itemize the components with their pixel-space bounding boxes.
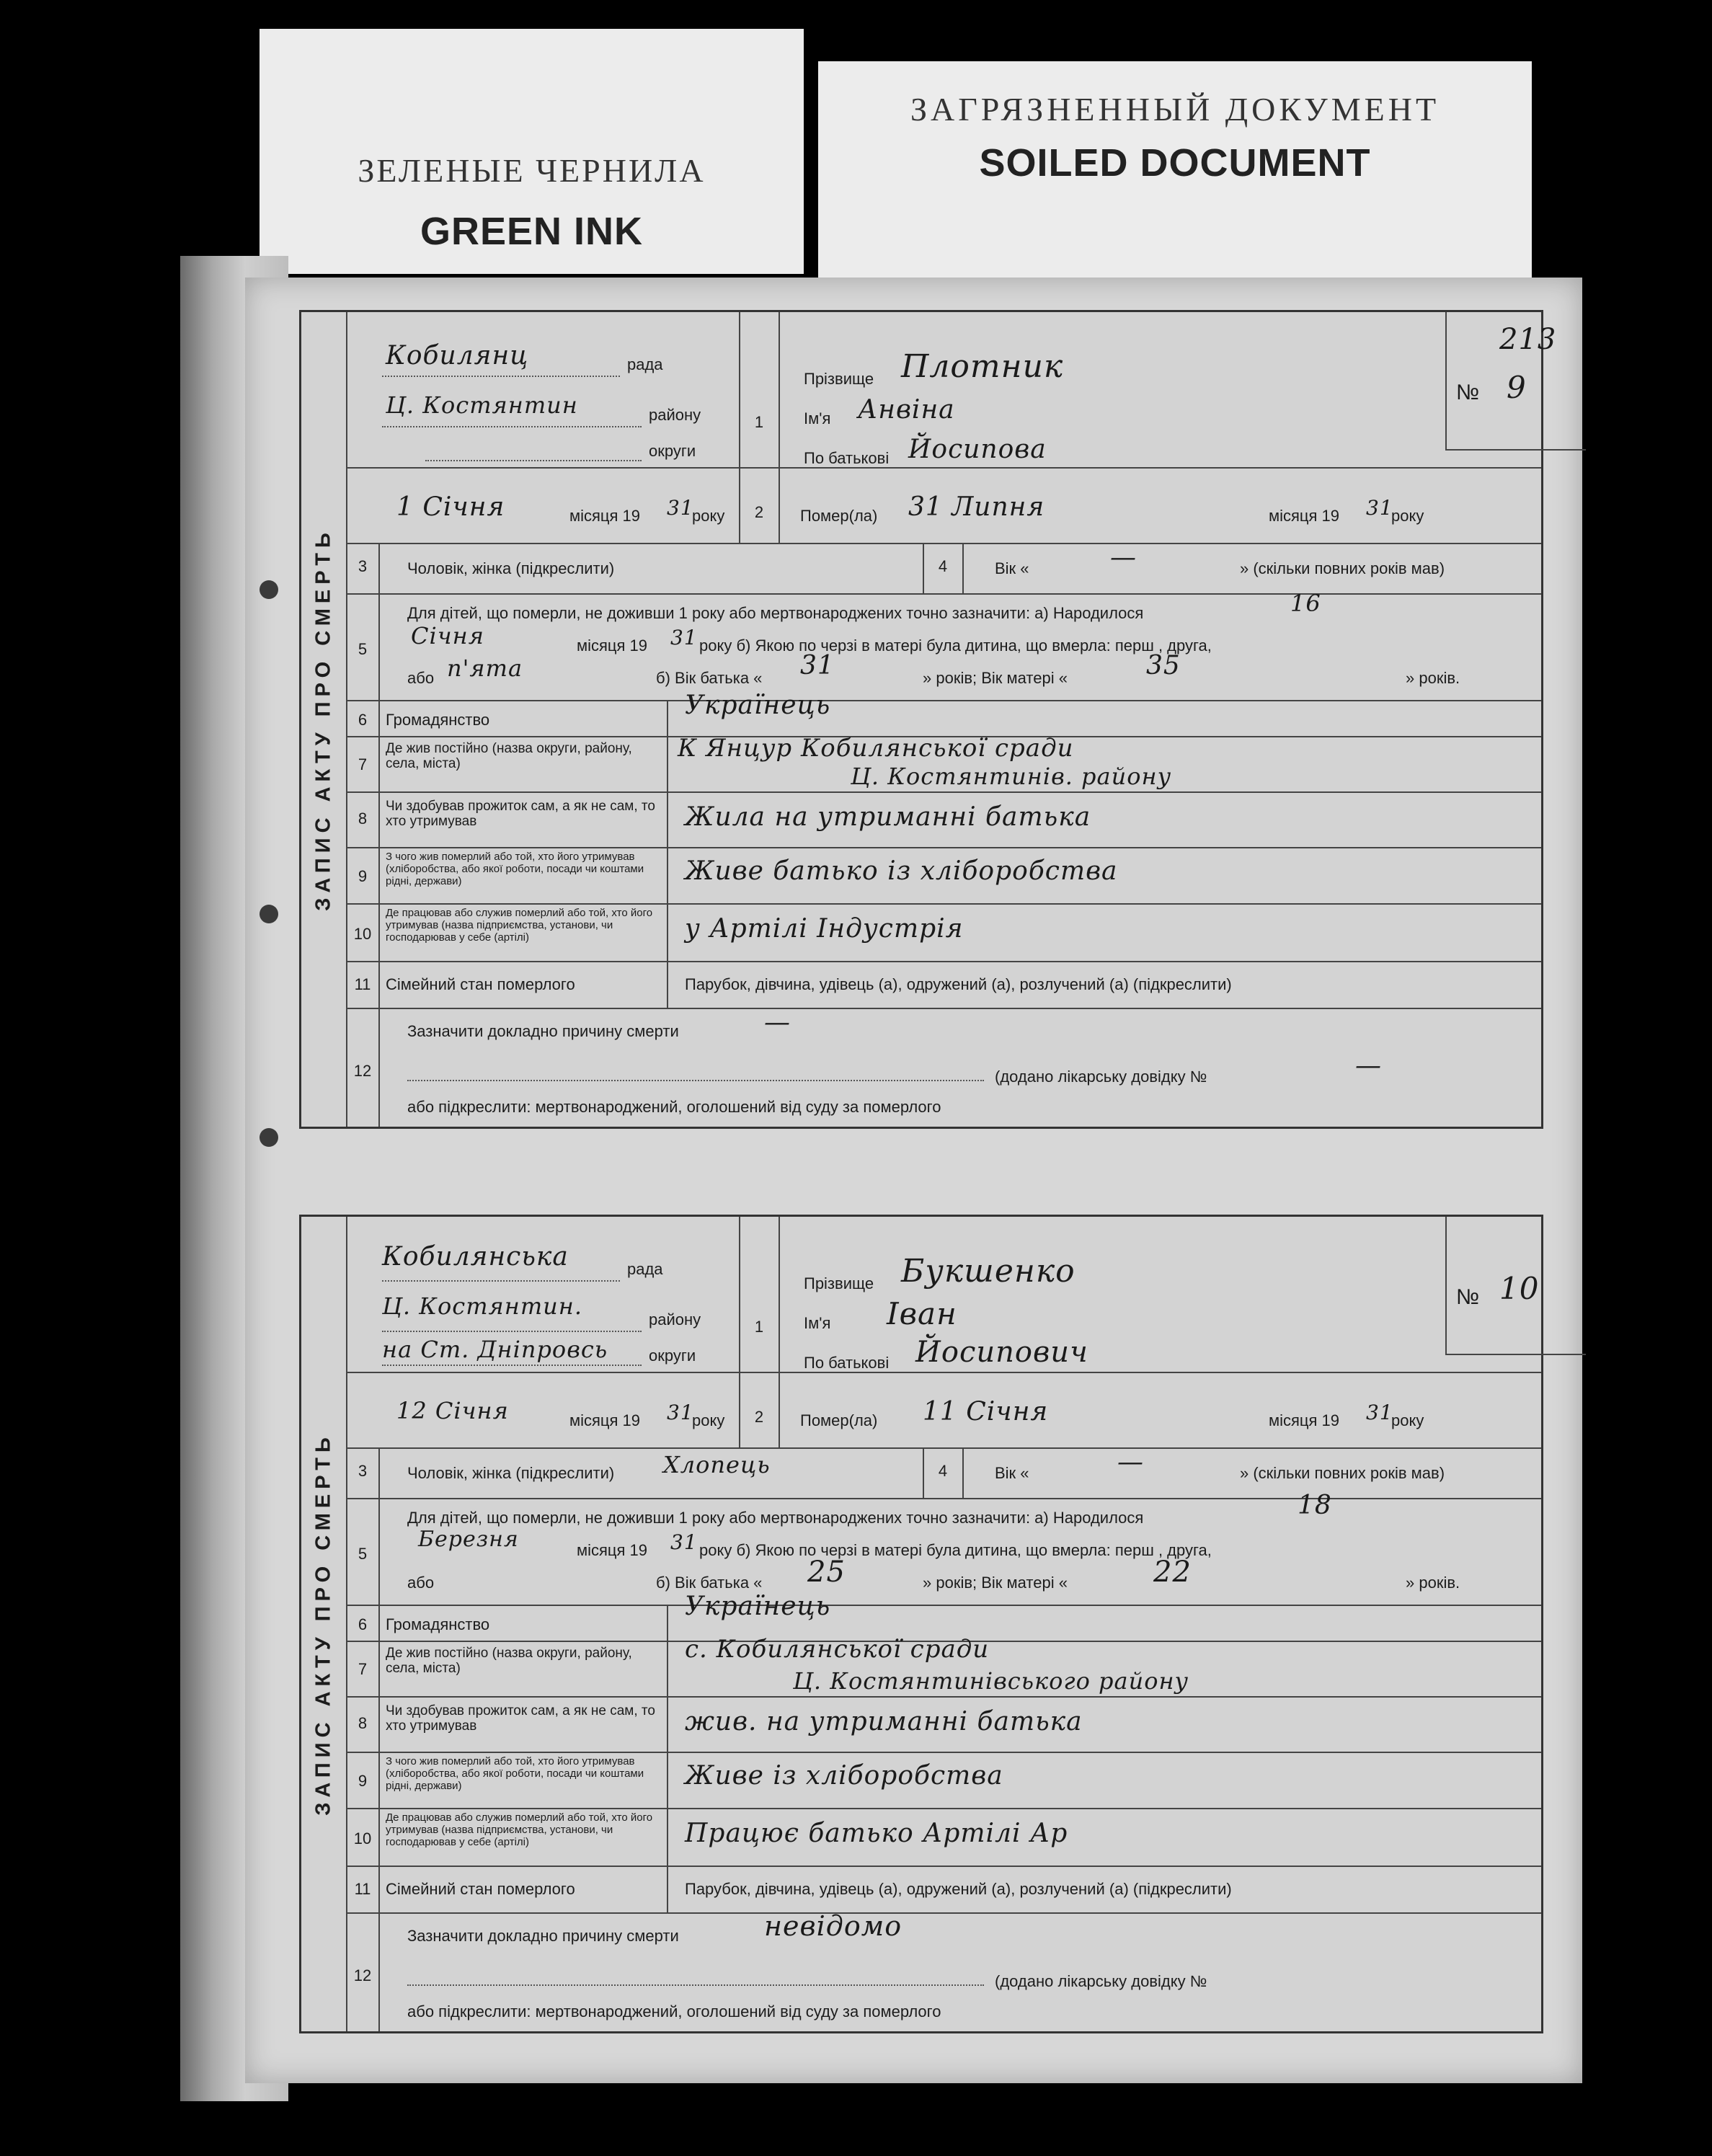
page-number: 213	[1499, 323, 1557, 356]
record-number: 10	[1499, 1271, 1540, 1306]
row-number-10: 10	[353, 1829, 372, 1847]
cause-label: Зазначити докладно причину смерти	[407, 1927, 679, 1945]
year-label: року	[692, 507, 725, 525]
work-value: Працює батько Артілі Ар	[685, 1819, 1068, 1848]
age-suffix: » (скільки повних років мав)	[1240, 1464, 1445, 1482]
work-value: у Артілі Індустрія	[685, 914, 964, 944]
citizenship-label: Громадянство	[386, 711, 490, 729]
father-age-label: б) Вік батька «	[656, 1574, 763, 1592]
row-number-1: 1	[754, 413, 764, 431]
death-record-1	[299, 310, 1557, 1129]
death-record-2	[299, 1215, 1543, 2033]
soiled-label-ru: ЗАГРЯЗНЕННЫЙ ДОКУМЕНТ	[910, 91, 1440, 128]
stillborn-label: або підкреслити: мертвонароджений, оголошений від суду за померлого	[407, 1098, 941, 1116]
row-number-8: 8	[358, 809, 368, 828]
marital-label: Сімейний стан померлого	[386, 975, 575, 993]
born-month-label: місяця 19	[577, 1541, 648, 1559]
born-day-value: 18	[1298, 1491, 1332, 1520]
green-ink-tag	[260, 29, 804, 274]
side-title: ЗАПИС АКТУ ПРО СМЕРТЬ	[301, 312, 347, 1127]
row-number-11: 11	[354, 975, 371, 993]
living-label: З чого жив померлий або той, хто його утримував (хліборобства, або якої роботи, посади чи коштами рідні, держави)	[386, 851, 644, 887]
residence-value-1: К Янцур Кобилянської сради	[678, 734, 1074, 763]
death-year-value: 31	[1366, 1401, 1393, 1424]
row-number-12: 12	[353, 1062, 372, 1080]
work-label: Де працював або служив померлий або той, хто його утримував (назва підприємства, установи, чи господарював у себе (артілі)	[386, 1811, 653, 1848]
order-label: року б) Якою по черзі в матері була дитина, що вмерла: перш , друга,	[699, 636, 1212, 655]
age-suffix: » (скільки повних років мав)	[1240, 559, 1445, 577]
mother-age-value: 35	[1146, 651, 1181, 680]
death-year-value: 31	[1366, 496, 1393, 520]
cause-label: Зазначити докладно причину смерти	[407, 1022, 679, 1040]
month-label: місяця 19	[569, 1411, 641, 1429]
patronymic-label: По батькові	[804, 449, 890, 467]
cause-value: невідомо	[764, 1910, 902, 1942]
order-value: п'ята	[447, 655, 523, 682]
patronymic-value: Йосипович	[915, 1336, 1088, 1369]
cause-value: —	[764, 1008, 791, 1037]
rada-label: рада	[627, 355, 663, 373]
living-label: З чого жив померлий або той, хто його утримував (хліборобства, або якої роботи, посади чи коштами рідні, держави)	[386, 1755, 644, 1792]
born-month-label: місяця 19	[577, 636, 648, 655]
row-number-9: 9	[358, 1772, 368, 1790]
raion-value: Ц. Костянтин.	[382, 1292, 583, 1320]
age-value: —	[1117, 1447, 1144, 1477]
row-number-5: 5	[358, 1545, 368, 1563]
soiled-label-en: SOILED DOCUMENT	[979, 141, 1371, 185]
sex-value: Хлопець	[663, 1451, 771, 1478]
children-note: Для дітей, що померли, не доживши 1 року або мертвонароджених точно зазначити: а) Народилося	[407, 604, 1144, 622]
row-number-9: 9	[358, 867, 368, 885]
rada-value: Кобилянська	[382, 1242, 569, 1272]
marital-label: Сімейний стан померлого	[386, 1880, 575, 1898]
marital-options: Парубок, дівчина, удівець (а), одружений (а), розлучений (а) (підкреслити)	[685, 1880, 1232, 1898]
month-label: місяця 19	[569, 507, 641, 525]
certificate-value: —	[1355, 1051, 1382, 1081]
death-year-label: року	[1391, 507, 1424, 525]
year-label: року	[692, 1411, 725, 1429]
record-number: 9	[1507, 370, 1527, 405]
reg-year-value: 31	[667, 496, 694, 520]
mother-age-value: 22	[1153, 1556, 1192, 1589]
support-label: Чи здобував прожиток сам, а як не сам, то хто утримував	[386, 1703, 655, 1734]
age-label: Вік «	[995, 559, 1029, 577]
stillborn-label: або підкреслити: мертвонароджений, оголошений від суду за померлого	[407, 2002, 941, 2020]
or-label: або	[407, 1574, 435, 1592]
age-value: —	[1110, 543, 1137, 572]
row-number-7: 7	[358, 755, 368, 773]
residence-label: Де жив постійно (назва округи, району, села, міста)	[386, 741, 632, 771]
row-number-7: 7	[358, 1660, 368, 1678]
okruh-value: на Ст. Дніпровсь	[382, 1336, 608, 1363]
row-number-5: 5	[358, 640, 368, 658]
reg-day-value: 1 Січня	[396, 492, 505, 522]
row-number-4: 4	[938, 1462, 948, 1480]
patronymic-label: По батькові	[804, 1354, 890, 1372]
death-day-value: 31 Липня	[908, 492, 1045, 522]
born-year-value: 31	[670, 626, 698, 649]
living-value: Живе батько із хліборобства	[685, 856, 1118, 886]
no-label: №	[1456, 1285, 1480, 1309]
years-label: » років.	[1406, 1574, 1460, 1592]
patronymic-value: Йосипова	[908, 435, 1047, 464]
name-value: Іван	[887, 1296, 957, 1331]
okrugy-label: округи	[649, 442, 696, 460]
row-number-3: 3	[358, 557, 368, 575]
row-number-4: 4	[938, 557, 948, 575]
born-year-value: 31	[670, 1530, 698, 1554]
living-value: Живе із хліборобства	[685, 1761, 1003, 1791]
row-number-11: 11	[354, 1880, 371, 1898]
row-number-12: 12	[353, 1966, 372, 1984]
raion-label: району	[649, 406, 701, 424]
order-label: року б) Якою по черзі в матері була дитина, що вмерла: перш , друга,	[699, 1541, 1212, 1559]
row-number-10: 10	[353, 925, 372, 943]
row-number-2: 2	[754, 1408, 764, 1426]
reg-year-value: 31	[667, 1401, 694, 1424]
surname-label: Прізвище	[804, 1274, 874, 1292]
register-page	[245, 278, 1582, 2083]
residence-label: Де жив постійно (назва округи, району, села, міста)	[386, 1646, 632, 1676]
residence-value-1: с. Кобилянської сради	[685, 1635, 990, 1664]
binding-hole	[260, 905, 278, 923]
citizenship-label: Громадянство	[386, 1615, 490, 1633]
residence-value-2: Ц. Костянтинівського району	[793, 1667, 1189, 1695]
born-month-value: Березня	[418, 1527, 519, 1552]
soiled-document-tag	[818, 61, 1532, 306]
raion-value: Ц. Костянтин	[386, 391, 578, 419]
okrugy-label: округи	[649, 1347, 696, 1365]
surname-value: Плотник	[901, 348, 1064, 385]
row-number-6: 6	[358, 1615, 368, 1633]
mother-age-label: » років; Вік матері «	[923, 1574, 1068, 1592]
support-value: Жила на утриманні батька	[685, 802, 1091, 832]
sex-label: Чоловік, жінка (підкреслити)	[407, 559, 615, 577]
rada-label: рада	[627, 1260, 663, 1278]
side-title: ЗАПИС АКТУ ПРО СМЕРТЬ	[301, 1217, 347, 2031]
row-number-6: 6	[358, 711, 368, 729]
born-month-value: Січня	[411, 622, 484, 649]
children-note: Для дітей, що померли, не доживши 1 року або мертвонароджених точно зазначити: а) Народилося	[407, 1509, 1144, 1527]
rada-value: Кобилянц	[386, 341, 529, 371]
father-age-value: 25	[807, 1556, 846, 1589]
death-day-value: 11 Січня	[923, 1397, 1049, 1427]
row-number-1: 1	[754, 1318, 764, 1336]
residence-value-2: Ц. Костянтинів. району	[851, 763, 1172, 790]
name-label: Ім'я	[804, 1314, 831, 1332]
born-day-value: 16	[1290, 590, 1321, 617]
father-age-label: б) Вік батька «	[656, 669, 763, 687]
mother-age-label: » років; Вік матері «	[923, 669, 1068, 687]
or-label: або	[407, 669, 435, 687]
work-label: Де працював або служив померлий або той, хто його утримував (назва підприємства, установи, чи господарював у себе (артілі)	[386, 907, 653, 944]
citizenship-value: Українець	[685, 691, 831, 720]
death-month-label: місяця 19	[1269, 1411, 1340, 1429]
row-number-8: 8	[358, 1714, 368, 1732]
name-value: Анвіна	[858, 395, 955, 425]
died-label: Помер(ла)	[800, 507, 878, 525]
death-year-label: року	[1391, 1411, 1424, 1429]
green-ink-label-ru: ЗЕЛЕНЫЕ ЧЕРНИЛА	[358, 152, 706, 189]
raion-label: району	[649, 1310, 701, 1328]
name-label: Ім'я	[804, 409, 831, 427]
surname-value: Букшенко	[901, 1253, 1075, 1290]
certificate-label: (додано лікарську довідку №	[995, 1068, 1207, 1086]
row-number-2: 2	[754, 503, 764, 521]
certificate-label: (додано лікарську довідку №	[995, 1972, 1207, 1990]
support-label: Чи здобував прожиток сам, а як не сам, то хто утримував	[386, 799, 655, 829]
died-label: Помер(ла)	[800, 1411, 878, 1429]
support-value: жив. на утриманні батька	[685, 1707, 1083, 1736]
no-label: №	[1456, 381, 1480, 404]
row-number-3: 3	[358, 1462, 368, 1480]
surname-label: Прізвище	[804, 370, 874, 388]
citizenship-value: Українець	[685, 1592, 831, 1621]
marital-options: Парубок, дівчина, удівець (а), одружений (а), розлучений (а) (підкреслити)	[685, 975, 1232, 993]
death-month-label: місяця 19	[1269, 507, 1340, 525]
age-label: Вік «	[995, 1464, 1029, 1482]
father-age-value: 31	[800, 651, 835, 680]
sex-label: Чоловік, жінка (підкреслити)	[407, 1464, 615, 1482]
reg-day-value: 12 Січня	[396, 1397, 509, 1424]
years-label: » років.	[1406, 669, 1460, 687]
green-ink-label-en: GREEN INK	[420, 210, 644, 253]
binding-hole	[260, 580, 278, 599]
binding-hole	[260, 1128, 278, 1147]
